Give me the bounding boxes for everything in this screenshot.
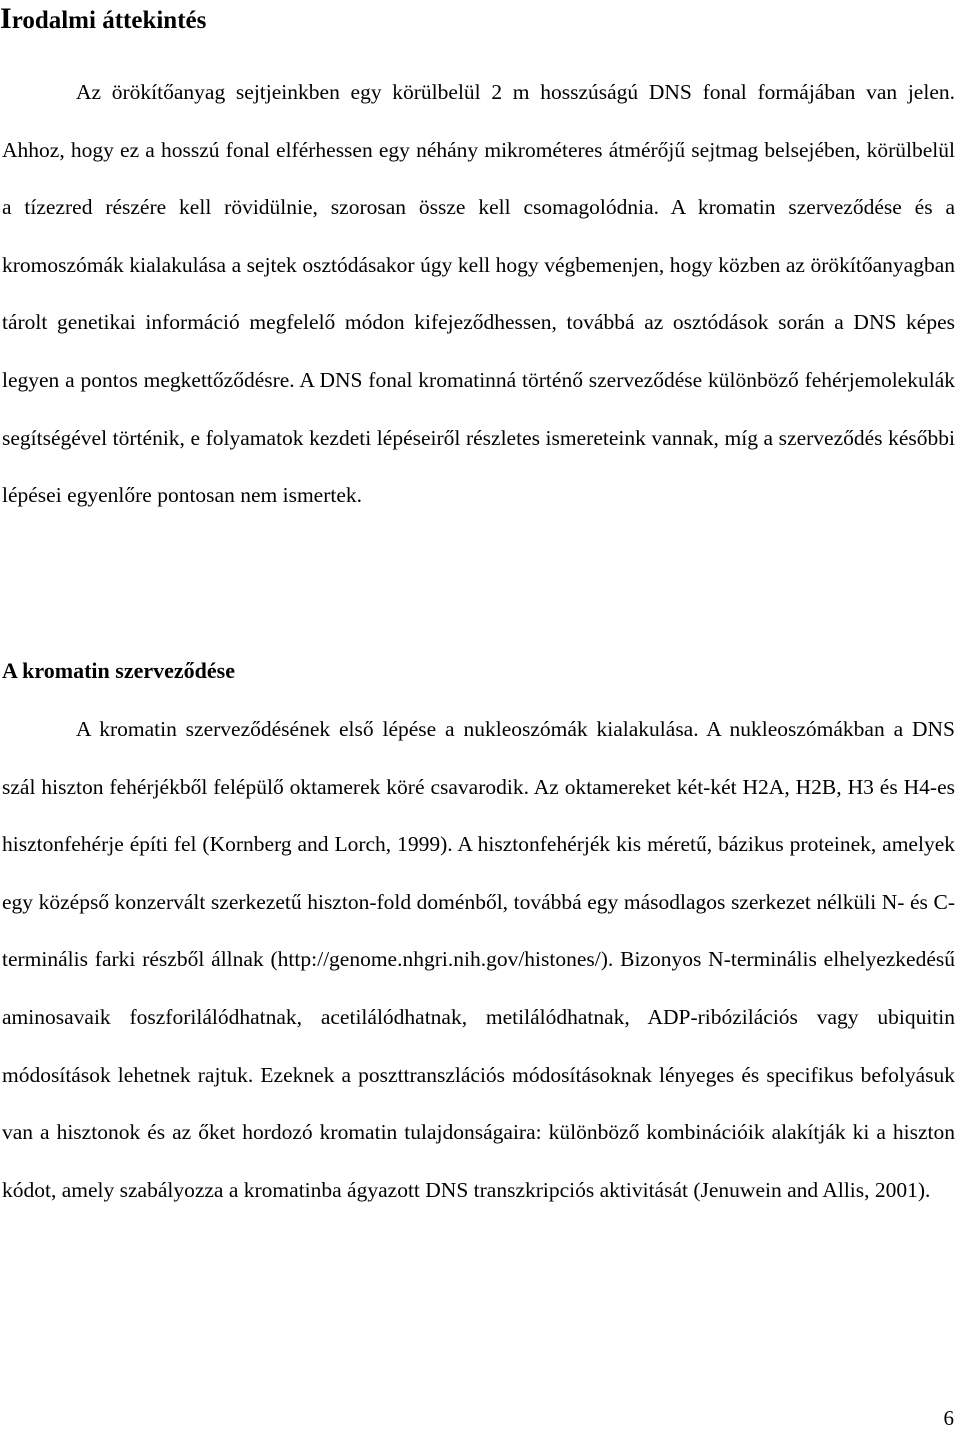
intro-paragraph: Az örökítőanyag sejtjeinkben egy körülbelül 2 m hosszúságú DNS fonal formájában van jelen. Ahhoz, hogy ez a hosszú fonal elférhessen egy néhány mikrométeres átmérőjű sejtmag belsejében, körülbelül a tízezred részére kell rövidülnie, szorosan össze kell csomagolódnia. A kromatin szerveződése és a kromoszómák kialakulása a sejtek osztódásakor úgy kell hogy végbemenjen, hogy közben az örökítőanyagban tárolt genetikai információ megfelelő módon kifejeződhessen, továbbá az osztódások során a DNS képes legyen a pontos megkettőződésre. A DNS fonal kromatinná történő szerveződése különböző fehérjemolekulák segítségével történik, e folyamatok kezdeti lépéseiről részletes ismereteink vannak, míg a szerveződés későbbi lépései egyenlőre pontosan nem ismertek. [2, 80, 955, 508]
page-number: 6 [943, 1406, 954, 1430]
title-rest: rodalmi áttekintés [11, 7, 207, 34]
title-initial: I [0, 2, 12, 35]
page-title [0, 4, 206, 36]
section-heading: A kromatin szerveződése [2, 658, 235, 683]
chromatin-paragraph: A kromatin szerveződésének első lépése a nukleoszómák kialakulása. A nukleoszómákban a DNS szál hiszton fehérjékből felépülő oktamerek köré csavarodik. Az oktamereket két-két H2A, H2B, H3 és H4-es hisztonfehérje építi fel (Kornberg and Lorch, 1999). A hisztonfehérjék kis méretű, bázikus proteinek, amelyek egy középső konzervált szerkezetű hiszton-fold doménből, továbbá egy másodlagos szerkezet nélküli N- és C-terminális farki részből állnak (http://genome.nhgri.nih.gov/histones/). Bizonyos N-terminális elhelyezkedésű aminosavaik foszforilálódhatnak, acetilálódhatnak, metilálódhatnak, ADP-ribózilációs vagy ubiquitin módosítások lehetnek rajtuk. Ezeknek a poszttranszlációs módosításoknak lényeges és specifikus befolyásuk van a hisztonok és az őket hordozó kromatin tulajdonságaira: különböző kombinációik alakítják ki a hiszton kódot, amely szabályozza a kromatinba ágyazott DNS transzkripciós aktivitását (Jenuwein and Allis, 2001). [2, 717, 955, 1202]
